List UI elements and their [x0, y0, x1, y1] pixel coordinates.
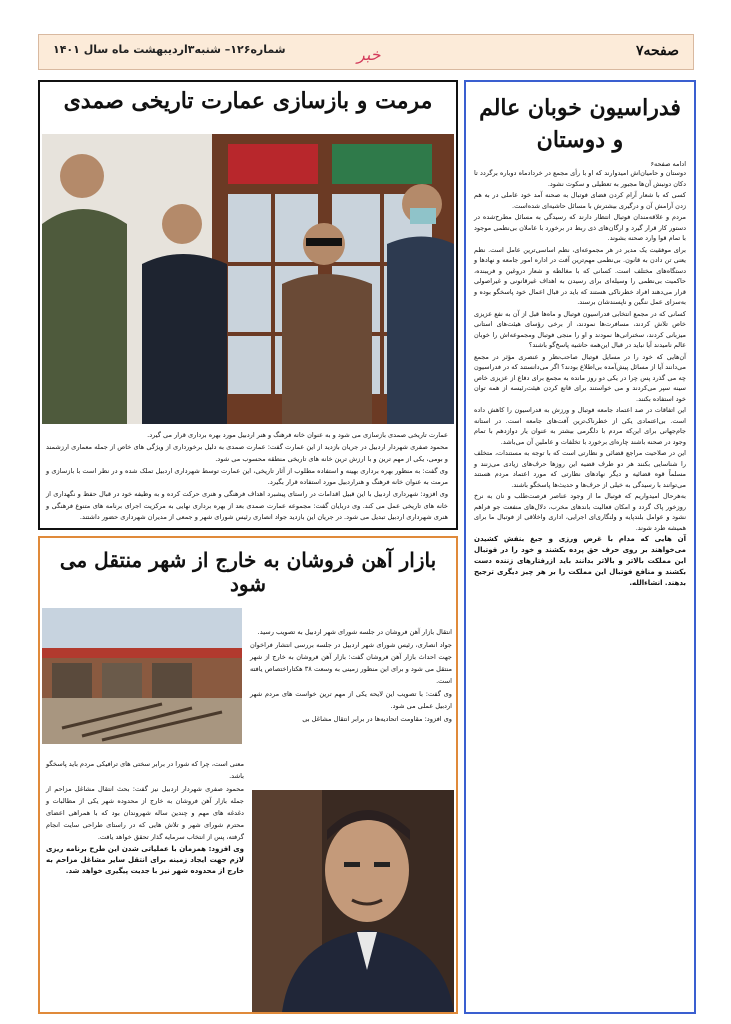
- paragraph: وی گفت: به منظور بهره برداری بهینه و استفاده مطلوب از آثار تاریخی، این عمارت توسط شهرداری اردبیل تملک شده و در نظر است با بازسازی و مرمت به عنوان خانه فرهنگ و هنراردبیل مورد استفاده قرار بگیرد.: [46, 466, 448, 487]
- paragraph: انتقال بازار آهن فروشان در جلسه شورای شهر اردبیل به تصویب رسید.: [257, 628, 452, 636]
- paragraph: وی افزود: مقاومت اتحادیه‌ها در برابر انتقال مشاغل بی: [302, 715, 452, 723]
- bottom-article: [38, 536, 458, 1014]
- top-article: [38, 80, 458, 530]
- page-number: صفحه۷: [635, 43, 679, 59]
- paragraph: کسی که با شعار آرام کردن فضای فوتبال به صحنه آمد خود عاملی در به هم زدن آرامش آن و درگیری بیشترش با مسائل حاشیه‌ای شده‌است.: [474, 191, 686, 210]
- iron-market-photo: [42, 608, 242, 744]
- top-article-title: مرمت و بازسازی عمارت تاریخی صمدی: [63, 88, 433, 114]
- paragraph: دوستان و حامیان‌اش امیدوارند که او با رأی مجمع در خردادماه دوباره برگردد تا دکان دونبش آن‌ها مجبور به تعطیلی و سکوت نشود.: [474, 169, 686, 188]
- closing-paragraph: وی افزود: همزمان با عملیاتی شدن این طرح برنامه ریزی لازم جهت ایجاد زمینه برای انتقل سایر مشاغل مزاحم به خارج از محدوده شهر نیز با جدیت پیگیری خواهد شد.: [46, 845, 244, 875]
- bottom-article-title: بازار آهن فروشان به خارج از شهر منتقل می شود: [59, 548, 437, 596]
- continued-note: ادامه صفحه۶: [650, 160, 686, 168]
- bottom-article-body-b: [46, 758, 244, 878]
- paragraph: محمود صفری شهردار اردبیل نیز گفت: بحث انتقال مشاغل مزاحم از جمله بازار آهن فروشان به خارج از محدوده شهر یکی از مطالبات و دغدغه های مهم و چندین ساله شهروندان بود که با همراهی اعضای محترم شورای شهر و تلاش هایی که در راستای طراحی سایت انجام گرفته، پس از انتخاب سرمایه گذار تحقق خواهد یافت.: [46, 785, 244, 841]
- paragraph: کسانی که در مجمع انتخابی فدراسیون فوتبال و ماه‌ها قبل از آن به نفع عزیزی خاص تلاش کردند، مسافرت‌ها نمودند، از برخی رؤسای هیئت‌های استانی میزبانی کردند، سخنرانی‌ها نمودند و او را منجی فوتبال ومجموعه‌اش را خوبان عالم نامیدند آیا نباید در قبال این‌همه حاشیه پاسخ‌گو باشند؟: [474, 309, 686, 349]
- page-header: [38, 34, 694, 70]
- officials-photo: [42, 134, 454, 424]
- right-article-body: [466, 168, 694, 589]
- paragraph: عمارت تاریخی صمدی بازسازی می شود و به عنوان خانه فرهنگ و هنر اردبیل مورد بهره برداری قرار می گیرد.: [147, 431, 448, 439]
- paragraph: وی گفت: با تصویب این لایحه یکی از مهم ترین خواست های مردم شهر اردبیل عملی می شود.: [250, 690, 452, 710]
- paragraph: برای موفقیت یک مدیر در هر مجموعه‌ای، نظم اساسی‌ترین عامل است. نظم یعنی تن دادن به قانون. بی‌نظمی مهم‌ترین آفت در اداره امور جامعه و نهادها و دستگاه‌های مختلف است. کسانی که با مغالطه و شعار دروغین و فریبنده، حاکمیت بی‌نظمی را وسیله‌ای برای رسیدن به اهداف غیرقانونی و غیراصولی قرار می‌دهند افراد خطرناکی هستند که باید در قبال اعمال خود پاسخگو بوده و به‌سزای عمل ننگین و ناپسندشان برسند.: [474, 245, 686, 306]
- council-chair-portrait: [252, 790, 454, 1012]
- bottom-article-body-a: [250, 626, 452, 726]
- right-article-title: فدراسیون خوبان عالم و دوستان: [479, 95, 681, 153]
- paragraph: به‌هرحال امیدواریم که فوتبال ما از وجود عناصر فرصت‌طلب و نان به نرخ روزخور پاک گردد و امکان فعالیت باندهای مخرب، دلال‌های منفعت جو فراهم نشود و عوامل بلندپایه و ولنگاری‌ای اجرایی، اداری واخلاقی از فوتبال ما برای همیشه طرد شوند.: [474, 492, 686, 532]
- right-article: [464, 80, 696, 1014]
- closing-paragraph: آن هایی که مدام با غرض ورزی و جیغ بنفش کشیدن می‌خواهند بر روی حرف حق پرده بکشند و خود را در فوتبال این مملکت بالاتر و بالاتر بدانند باید ازرفتارهای زننده دست بکشند و منافع فوتبال این مملکت را بر هر چیز دیگری ترجیح بدهند. انشاءالله.: [474, 535, 686, 587]
- paragraph: وی افزود: شهرداری اردبیل با این قبیل اقدامات در راستای پیشبرد اهداف فرهنگی و هنری حرکت کرده و به وظیفه خود در قبال حفظ و نگهداری از خانه های تاریخی عمل می کند. وی دربایان گفت: مجموعه عمارت صمدی بعد از بهره برداری نهایی به مرکزیت اجرای برنامه های متنوع فرهنگی و هنری شهرداری اردبیل تبدیل می شود. در جریان این بازدید جواد انصاری رئیس شورای شهر و جمعی از مدیران شهرداری حضور داشتند.: [46, 490, 448, 522]
- paragraph: جواد انصاری، رئیس شورای شهر اردبیل در جلسه بررسی انتشار فراخوان جهت احداث بازار آهن فروشان گفت: بازار آهن فروشان به خارج از شهر منتقل می شود و برای این منظور زمینی به وسعت ۳۸ هکتاراختصاص یافته است.: [250, 641, 452, 685]
- paragraph: این اتفاقات در صد اعتماد جامعه فوتبال و ورزش به فدراسیون را کاهش داده است. بی‌اعتمادی یکی از خطرناک‌ترین آفت‌های جامعه است. در استانه جام‌جهانی برای این‌که مردم با دلگرمی بیشتر به عنوان یار دوازدهم با تمام وجود در صحنه باشند چاره‌ای برخورد با تخلفات و عاملین آن می‌باشد.: [474, 406, 686, 446]
- paragraph: معنی است، چرا که شورا در برابر سختی های ترافیکی مردم باید پاسخگو باشد.: [46, 760, 244, 780]
- paragraph: محمود صفری شهردار اردبیل در جریان بازدید از این عمارت گفت: عمارت صمدی به دلیل برخورداری از ویژگی های خاص از جمله معماری ارزشمند و بومی، یکی از مهم ترین و با ارزش ترین خانه های تاریخی منطقه محسوب می شود.: [46, 443, 448, 463]
- newspaper-logo: خبر: [357, 45, 381, 64]
- top-article-body: [46, 430, 448, 524]
- paragraph: آن‌هایی که خود را در مسایل فوتبال صاحب‌نظر و عنصری مؤثر در مجمع می‌دانند آیا از مسائل پیش‌آمده بی‌اطلاع بودند؟ اگر می‌دانستند که در فدراسیون چه می گذرد پس چرا در یکی دو روز مانده به مجمع برای دفاع از عزیزی خاص سینه سپر می‌کردند و می خواستند برای قانع کردن هیئت‌رئیسه از همه توان خود استفاده بکنند.: [474, 352, 686, 403]
- issue-line: شماره۱۲۶– شنبه۳اردیبهشت ماه سال ۱۴۰۱: [53, 43, 286, 56]
- paragraph: مردم و علاقه‌مندان فوتبال انتظار دارند که رسیدگی به مسائل مطرح‌شده در دستور کار قرار گیرد و ارگان‌های ذی ربط در برخورد با عاملان بی‌نظمی موجود با تمام قوا وارد صحنه بشوند.: [474, 213, 686, 242]
- paragraph: این در صلاحیت مراجع قضائی و نظارتی است که با توجه به مستندات، متخلف را شناسایی بکنند هر دو طرف قضیه این روزها حرف‌های زیادی می‌زنند و مسلماً قوه قضائیه و دیگر نهادهای نظارتی که مورد اعتماد مردم هستند می‌توانند با رسیدگی به خیلی از حرف‌ها و حدیث‌ها پاسخگو باشند.: [474, 449, 686, 489]
